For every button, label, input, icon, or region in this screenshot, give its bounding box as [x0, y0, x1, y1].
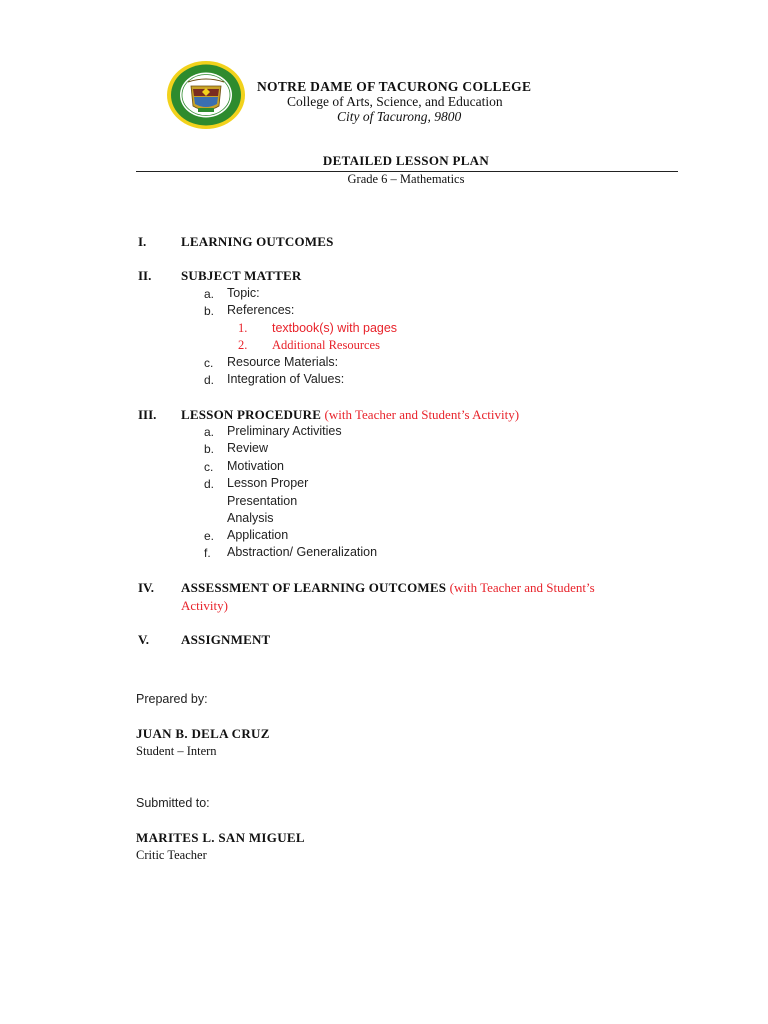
list-item-letter: f. [204, 546, 211, 560]
section-number: III. [138, 407, 157, 422]
list-item-letter: a. [204, 287, 215, 301]
list-item-letter: e. [204, 529, 215, 543]
list-item-letter: b. [204, 304, 215, 318]
reference-number: 2. [238, 338, 248, 352]
list-item-letter: d. [204, 373, 215, 387]
list-item: Topic: [227, 286, 260, 300]
document-title: DETAILED LESSON PLAN [322, 153, 490, 168]
list-subitem: Analysis [227, 511, 274, 525]
list-item: Motivation [227, 459, 284, 473]
submitted-to-role: Critic Teacher [136, 848, 207, 862]
submitted-to-name: MARITES L. SAN MIGUEL [136, 830, 305, 845]
list-item: Abstraction/ Generalization [227, 545, 378, 559]
list-item: Preliminary Activities [227, 424, 342, 438]
list-item-letter: c. [204, 460, 214, 474]
section-title-text: ASSESSMENT OF LEARNING OUTCOMES [181, 580, 447, 595]
college-seal-icon [166, 60, 246, 130]
section-title [181, 407, 519, 423]
section-title-text: LESSON PROCEDURE [181, 407, 322, 422]
section-title: ASSIGNMENT [181, 632, 271, 647]
section-title: SUBJECT MATTER [181, 268, 302, 283]
prepared-by-role: Student – Intern [136, 744, 217, 758]
section-title: LEARNING OUTCOMES [181, 234, 334, 249]
college-name: NOTRE DAME OF TACURONG COLLEGE [257, 79, 532, 94]
reference-item: textbook(s) with pages [272, 321, 398, 335]
prepared-by-label: Prepared by: [136, 692, 208, 706]
department-name: College of Arts, Science, and Education [287, 94, 503, 109]
reference-number: 1. [238, 321, 248, 335]
document-subtitle: Grade 6 – Mathematics [347, 172, 465, 186]
list-item: Application [227, 528, 289, 542]
section-number: IV. [138, 580, 155, 595]
section-note: (with Teacher and Student’s [449, 580, 595, 595]
list-item: Integration of Values: [227, 372, 345, 386]
list-item-letter: a. [204, 425, 215, 439]
list-item-letter: d. [204, 477, 215, 491]
section-number: II. [138, 268, 152, 283]
reference-item: Additional Resources [272, 338, 380, 352]
list-item: Lesson Proper [227, 476, 309, 490]
list-item: Review [227, 441, 268, 455]
section-number: V. [138, 632, 149, 647]
list-item: Resource Materials: [227, 355, 339, 369]
list-item-letter: b. [204, 442, 215, 456]
list-item: References: [227, 303, 295, 317]
section-note-continued: Activity) [181, 598, 228, 613]
prepared-by-name: JUAN B. DELA CRUZ [136, 726, 270, 741]
section-title [181, 580, 595, 596]
submitted-to-label: Submitted to: [136, 796, 210, 810]
section-note: (with Teacher and Student’s Activity) [324, 407, 520, 422]
section-number: I. [138, 234, 147, 249]
college-city: City of Tacurong, 9800 [337, 109, 462, 124]
list-item-letter: c. [204, 356, 214, 370]
list-subitem: Presentation [227, 494, 298, 508]
